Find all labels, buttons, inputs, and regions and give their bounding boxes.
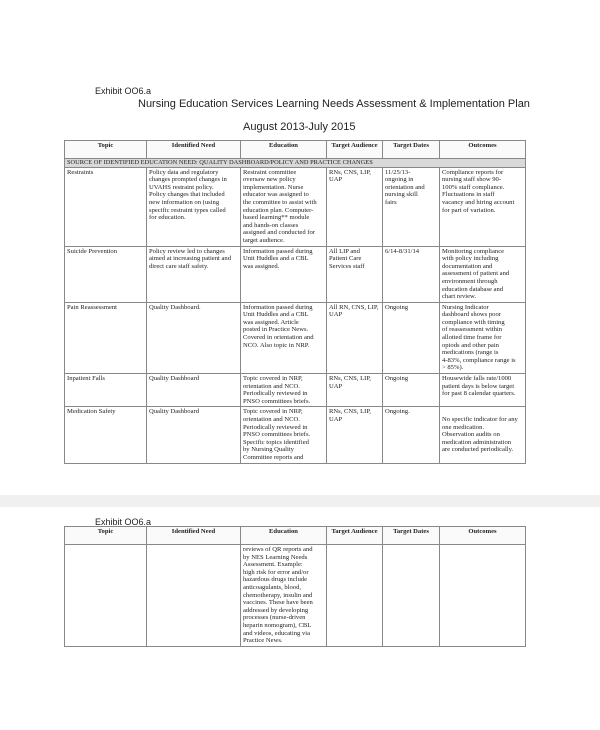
education-cell [241, 167, 327, 246]
cell-line: UAP [329, 311, 343, 319]
cell-line: hazardous drugs include [243, 576, 308, 584]
section-label: SOURCE OF IDENTIFIED EDUCATION NEED: QUALITY DASHBOARD/POLICY AND PRACTICE CHANGES [65, 159, 526, 168]
cell-line: by NES Learning Needs [243, 553, 308, 561]
identified-need-cell [147, 246, 241, 302]
cell-line: Topic covered in NRP, [243, 408, 303, 416]
table-header-row [65, 527, 526, 545]
cell-line: Covered in orientation and [243, 334, 314, 342]
header-education: Education [241, 527, 327, 545]
cell-line: > 85%). [442, 364, 464, 372]
table-row [65, 167, 526, 246]
cell-line: PNSO committees briefs. [243, 397, 311, 405]
cell-line: by Nursing Quality [243, 446, 294, 454]
cell-line: documentation and [442, 262, 493, 270]
target-audience-cell [327, 407, 383, 463]
target-dates-cell [383, 545, 440, 647]
cell-line: one medication. [442, 423, 485, 431]
cell-line: with policy including [442, 255, 499, 263]
education-cell [241, 302, 327, 373]
cell-line: UAP [329, 416, 343, 423]
cell-line: new information on (using [149, 198, 220, 206]
topic-cell [65, 246, 147, 302]
cell-line: high risk for error and/or [243, 568, 309, 576]
outcomes-cell [440, 545, 526, 647]
exhibit-label-page-2: Exhibit OO6.a [95, 517, 152, 527]
cell-line: RNs, CNS, LIP, [329, 168, 371, 176]
header-target-dates: Target Dates [383, 527, 440, 545]
education-cell [241, 374, 327, 407]
cell-line: patient days is below target [442, 382, 515, 390]
cell-line: Periodically reviewed in [243, 390, 308, 398]
cell-line: orientation and NCO. [243, 382, 300, 390]
cell-line: RNs, CNS, LIP, [329, 375, 371, 383]
target-audience-cell [327, 302, 383, 373]
cell-line [442, 408, 523, 416]
cell-line: changes prompted changes in [149, 176, 227, 184]
cell-line: chart review. [442, 293, 476, 301]
identified-need-cell [147, 545, 241, 647]
cell-line: Policy review led to changes [149, 247, 225, 255]
cell-line: orientation and NCO. [243, 416, 300, 423]
topic-cell [65, 302, 147, 373]
table-row [65, 374, 526, 407]
header-target-audience: Target Audience [327, 527, 383, 545]
cell-line: environment through [442, 277, 498, 285]
cell-line: direct care staff safety. [149, 262, 209, 270]
cell-line: NCO. Also topic in NRP. [243, 341, 310, 349]
cell-line: Suicide Prevention [67, 247, 117, 255]
cell-line: for part of variation. [442, 206, 496, 214]
cell-line: opiods and other pain [442, 341, 499, 349]
outcomes-cell [440, 246, 526, 302]
cell-line: for past 8 calendar quarters. [442, 390, 516, 398]
cell-line: specific restraint types called [149, 206, 226, 214]
cell-line: implementation. Nurse [243, 183, 304, 191]
cell-line: Policy data and regulatory [149, 168, 219, 176]
cell-line: and videos, educating via [243, 629, 311, 637]
cell-line: Restraints [67, 168, 94, 176]
header-outcomes: Outcomes [440, 527, 526, 545]
target-audience-cell [327, 545, 383, 647]
page-gap [0, 495, 600, 507]
header-outcomes: Outcomes [440, 141, 526, 159]
cell-line: fairs [385, 198, 397, 206]
cell-line: No specific indicator for any [442, 416, 518, 423]
cell-line: Nursing Indicator [442, 303, 489, 311]
exhibit-label: Exhibit OO6.a [95, 86, 152, 96]
cell-line: Quality Dashboard [149, 408, 199, 416]
cell-line: UAP [329, 382, 343, 390]
header-identified-need: Identified Need [147, 527, 241, 545]
cell-line: Quality Dashboard [149, 375, 199, 383]
header-education: Education [241, 141, 327, 159]
cell-line: All LIP and [329, 247, 360, 255]
outcomes-cell [440, 374, 526, 407]
cell-line: PNSO committees briefs. [243, 431, 311, 439]
cell-line: Fluctuations in staff [442, 191, 495, 199]
cell-line: Practice News. [243, 637, 283, 645]
cell-line: orientation and [385, 183, 425, 191]
cell-line: oversaw new policy [243, 176, 296, 184]
cell-line: RNs, CNS, LIP, [329, 408, 371, 416]
cell-line: Compliance reports for [442, 168, 504, 176]
section-row [65, 159, 526, 168]
header-topic: Topic [65, 527, 147, 545]
cell-line: Pain Reassessment [67, 303, 117, 311]
cell-line: ongoing in [385, 176, 414, 184]
document-page-2 [0, 507, 600, 730]
cell-line: 6/14-8/31/14 [385, 247, 420, 255]
cell-line: anticoagulants, blood, [243, 583, 302, 591]
cell-line: UVAHS restraint policy. [149, 183, 214, 191]
outcomes-cell [440, 167, 526, 246]
cell-line: chemotherapy, insulin and [243, 591, 313, 599]
cell-line: Unit Huddles and a CBL [243, 311, 309, 319]
cell-line: medication administration [442, 438, 512, 446]
table-row [65, 246, 526, 302]
education-cell [241, 545, 327, 647]
cell-line: compliance with timing [442, 318, 505, 326]
document-title: Nursing Education Services Learning Needs Assessment & Implementation Plan [138, 98, 530, 110]
plan-table [64, 140, 526, 464]
cell-line: Monitoring compliance [442, 247, 505, 255]
cell-line: the committee to assist with [243, 198, 317, 206]
cell-line: addressed by developing [243, 606, 309, 614]
outcomes-cell [440, 302, 526, 373]
target-audience-cell [327, 246, 383, 302]
identified-need-cell [147, 302, 241, 373]
cell-line: Assessment. Example: [243, 561, 303, 569]
cell-line: reviews of QR reports and [243, 546, 313, 553]
education-cell [241, 246, 327, 302]
target-dates-cell [383, 407, 440, 463]
cell-line: and hands-on classes [243, 221, 299, 229]
cell-line: processes (nurse-driven [243, 614, 306, 622]
topic-cell [65, 545, 147, 647]
document-subtitle: August 2013-July 2015 [243, 121, 356, 133]
cell-line: Services staff [329, 262, 365, 270]
topic-cell [65, 167, 147, 246]
cell-line: allotted time frame for [442, 334, 502, 342]
cell-line: Information passed during [243, 247, 313, 255]
cell-line: Housewide falls rate/1000 [442, 375, 512, 383]
cell-line: nursing staff show 90- [442, 176, 502, 184]
table-row [65, 407, 526, 463]
education-cell [241, 407, 327, 463]
cell-line: medications (range is [442, 349, 499, 357]
cell-line: UAP [329, 176, 343, 184]
outcomes-cell [440, 407, 526, 463]
identified-need-cell [147, 407, 241, 463]
cell-line: are conducted periodically. [442, 446, 514, 454]
target-dates-cell [383, 167, 440, 246]
cell-line: aimed at increasing patient and [149, 255, 232, 263]
topic-cell [65, 407, 147, 463]
cell-line: assessment of patient and [442, 270, 510, 278]
cell-line: 4-83%, compliance range is [442, 356, 516, 364]
cell-line: for education. [149, 214, 186, 222]
table-row [65, 545, 526, 647]
header-target-dates: Target Dates [383, 141, 440, 159]
cell-line: nursing skill [385, 191, 418, 199]
cell-line: Observation audits on [442, 431, 500, 439]
cell-line: Specific topics identified [243, 438, 309, 446]
cell-line: assigned and conducted for [243, 229, 315, 237]
cell-line: educator was assigned to [243, 191, 309, 199]
cell-line: Ongoing [385, 303, 409, 311]
cell-line: Policy changes that included [149, 191, 225, 199]
cell-line: Inpatient Falls [67, 375, 105, 383]
cell-line: Ongoing [385, 375, 409, 383]
header-identified-need: Identified Need [147, 141, 241, 159]
cell-line: Information passed during [243, 303, 313, 311]
cell-line: Topic covered in NRP, [243, 375, 303, 383]
topic-cell [65, 374, 147, 407]
identified-need-cell [147, 374, 241, 407]
target-dates-cell [383, 374, 440, 407]
cell-line: Ongoing. [385, 408, 410, 416]
cell-line: 100% staff compliance. [442, 183, 505, 191]
cell-line: All RN, CNS, LIP, [329, 303, 379, 311]
cell-line: Periodically reviewed in [243, 423, 308, 431]
cell-line: posted in Practice News. [243, 326, 309, 334]
cell-line: dashboard shows poor [442, 311, 501, 319]
cell-line: education plan. Computer- [243, 206, 314, 214]
cell-line: Medication Safety [67, 408, 116, 416]
target-dates-cell [383, 246, 440, 302]
header-topic: Topic [65, 141, 147, 159]
cell-line: heparin nomogram), CBL [243, 621, 312, 629]
cell-line: based learning** module [243, 214, 310, 222]
target-dates-cell [383, 302, 440, 373]
cell-line: Quality Dashboard. [149, 303, 201, 311]
cell-line: Committee reports and [243, 453, 304, 461]
cell-line: vaccines. These have been [243, 599, 313, 607]
plan-table-continued [64, 526, 526, 647]
target-audience-cell [327, 374, 383, 407]
cell-line: education database and [442, 285, 504, 293]
cell-line: of reassessment within [442, 326, 503, 334]
identified-need-cell [147, 167, 241, 246]
cell-line: was assigned. [243, 262, 280, 270]
cell-line: 11/25/13- [385, 168, 411, 176]
cell-line: vacancy and hiring account [442, 198, 515, 206]
cell-line: Patient Care [329, 255, 362, 263]
cell-line: Restraint committee [243, 168, 297, 176]
header-target-audience: Target Audience [327, 141, 383, 159]
table-row [65, 302, 526, 373]
table-header-row [65, 141, 526, 159]
cell-line: target audience. [243, 236, 285, 244]
cell-line: was assigned. Article [243, 318, 299, 326]
target-audience-cell [327, 167, 383, 246]
cell-line: Unit Huddles and a CBL [243, 255, 309, 263]
